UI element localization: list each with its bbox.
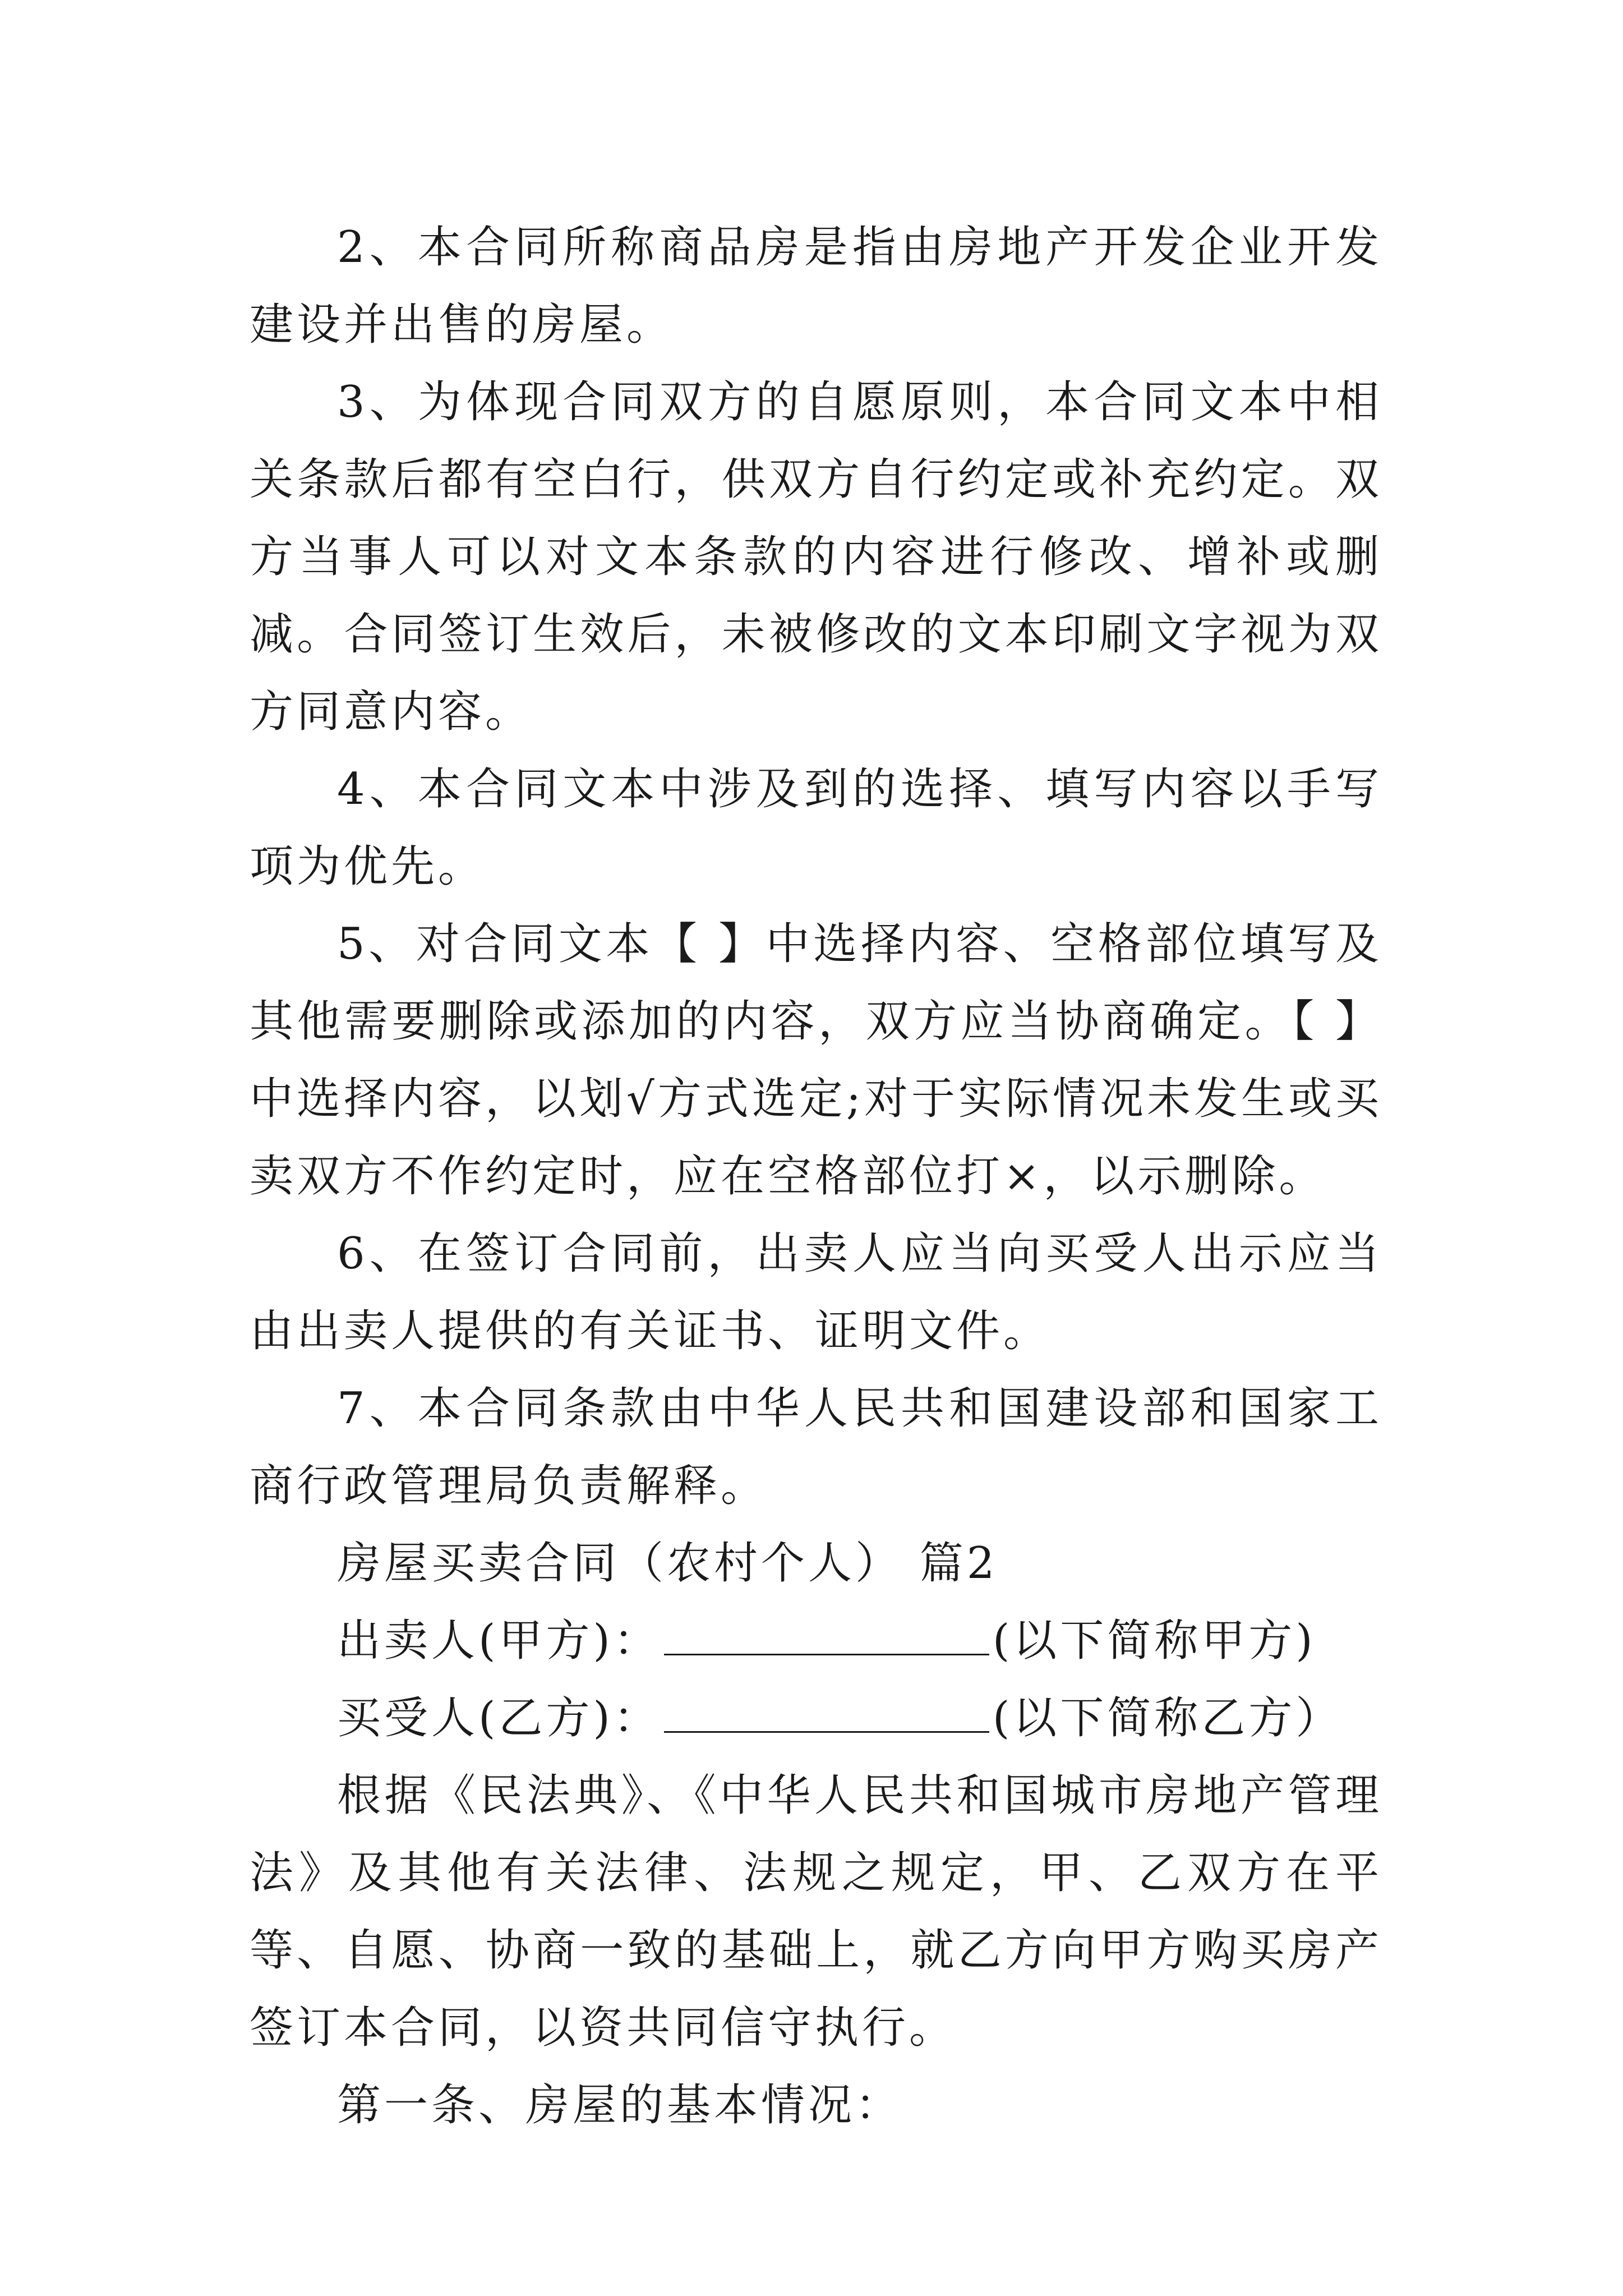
clause-7: 7、本合同条款由中华人民共和国建设部和国家工商行政管理局负责解释。 — [250, 1383, 1382, 1511]
buyer-suffix: (以下简称乙方） — [992, 1693, 1343, 1743]
seller-label: 出卖人(甲方)： — [337, 1616, 661, 1666]
section-title: 房屋买卖合同（农村个人） 篇2 — [337, 1538, 998, 1589]
article-1-heading: 第一条、房屋的基本情况： — [337, 2080, 903, 2131]
preamble: 根据《民法典》、《中华人民共和国城市房地产管理法》及其他有关法律、法规之规定，甲、乙双方在平等、自愿、协商一致的基础上，就乙方向甲方购买房产签订本合同，以资共同信守执行。 — [250, 1770, 1382, 2053]
clause-5: 5、对合同文本【 】中选择内容、空格部位填写及其他需要删除或添加的内容，双方应当协商确定。【 】中选择内容，以划√方式选定;对于实际情况未发生或买卖双方不作约定时，应在空格部位打×，以示删除。 — [250, 919, 1382, 1202]
clause-4: 4、本合同文本中涉及到的选择、填写内容以手写项为优先。 — [250, 764, 1382, 892]
clause-2: 2、本合同所称商品房是指由房地产开发企业开发建设并出售的房屋。 — [250, 222, 1382, 350]
clause-3: 3、为体现合同双方的自愿原则，本合同文本中相关条款后都有空白行，供双方自行约定或补充约定。双方当事人可以对文本条款的内容进行修改、增补或删减。合同签订生效后，未被修改的文本印刷文字视为双方同意内容。 — [250, 377, 1382, 737]
buyer-label: 买受人(乙方)： — [337, 1693, 661, 1743]
buyer-blank — [664, 1697, 989, 1733]
seller-suffix: (以下简称甲方) — [992, 1616, 1316, 1666]
document-body — [250, 209, 1382, 2144]
seller-line — [250, 1602, 1382, 1680]
clause-6: 6、在签订合同前，出卖人应当向买受人出示应当由出卖人提供的有关证书、证明文件。 — [250, 1228, 1382, 1356]
buyer-line — [250, 1680, 1382, 1757]
seller-blank — [664, 1620, 989, 1655]
